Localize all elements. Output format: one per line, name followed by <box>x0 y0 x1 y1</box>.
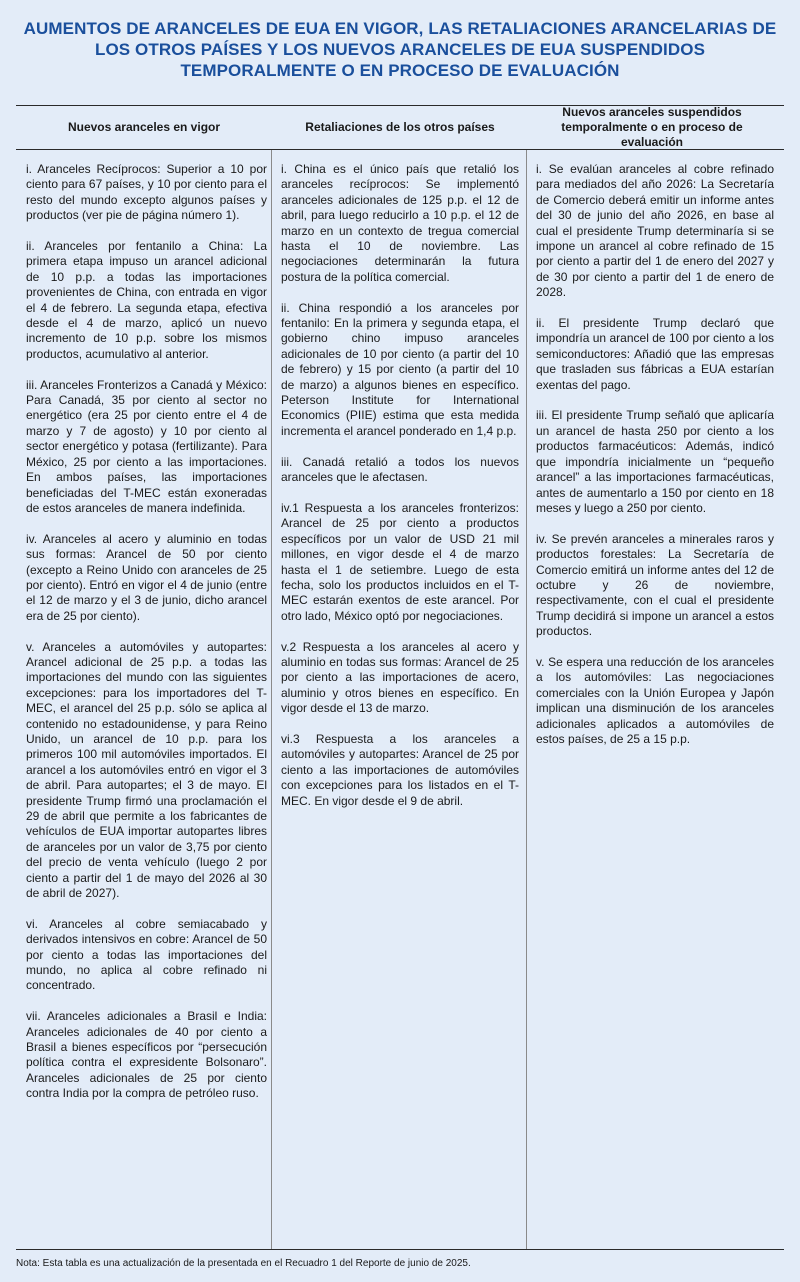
list-item: iv.1 Respuesta a los aranceles fronterizos: Arancel de 25 por ciento a productos específicos por un valor de USD 21 mil millones, en vigor desde el 4 de marzo hasta el 1 de setiembre. Luego de esta fecha, solo los productos incluidos en el T-MEC estarán exentos de este arancel. Por otro lado, México optó por negociaciones. <box>281 500 519 623</box>
column-in-force <box>26 162 267 1117</box>
list-item: i. Se evalúan aranceles al cobre refinado para mediados del año 2026: La Secretaría de Comercio deberá emitir un informe antes del 30 de junio del año 2026, en base al cual el presidente Trump determinaría si se impone un arancel al cobre refinado de 15 por ciento a partir del 1 de enero del 2027 y de 30 por ciento a partir del 1 de enero de 2028. <box>536 162 774 300</box>
column-header-retaliations: Retaliaciones de los otros países <box>305 120 495 134</box>
column-retaliations <box>281 162 519 824</box>
list-item: v.2 Respuesta a los aranceles al acero y aluminio en todas sus formas: Arancel de 25 por ciento a las importaciones de acero, aluminio y otros bienes en específico. En vigor desde el 13 de marzo. <box>281 639 519 716</box>
list-item: iii. Canadá retalió a todos los nuevos aranceles que le afectasen. <box>281 454 519 485</box>
list-item: ii. Aranceles por fentanilo a China: La primera etapa impuso un arancel adicional de 10 p.p. a todas las importaciones provenientes de China, con entrada en vigor el 4 de febrero. La segunda etapa, efectiva desde el 4 de marzo, aplicó un nuevo incremento de 10 p.p. sobre los mismos productos, acumulativo al anterior. <box>26 239 267 361</box>
table-title: AUMENTOS DE ARANCELES DE EUA EN VIGOR, LAS RETALIACIONES ARANCELARIAS DE LOS OTROS PAÍSES Y LOS NUEVOS ARANCELES DE EUA SUSPENDIDOS TEMPORALMENTE O EN PROCESO DE EVALUACIÓN <box>23 19 777 80</box>
column-header-suspended: Nuevos aranceles suspendidos temporalmente o en proceso de evaluación <box>561 105 743 149</box>
list-item: vii. Aranceles adicionales a Brasil e India: Aranceles adicionales de 40 por ciento a Brasil a bienes específicos por “persecución política contra el expresidente Bolsonaro”. Aranceles adicionales de 25 por ciento contra India por la compra de petróleo ruso. <box>26 1009 267 1101</box>
list-item: ii. El presidente Trump declaró que impondría un arancel de 100 por ciento a los semiconductores: Añadió que las empresas que trasladen sus fábricas a EUA estarían exentas del pago. <box>536 316 774 392</box>
list-item: vi. Aranceles al cobre semiacabado y derivados intensivos en cobre: Arancel de 50 por ciento a todas las importaciones del mundo, no aplica al cobre refinado ni concentrado. <box>26 916 267 993</box>
list-item: vi.3 Respuesta a los aranceles a automóviles y autopartes: Arancel de 25 por ciento a las importaciones de automóviles con excepciones para los listados en el T-MEC. En vigor desde el 9 de abril. <box>281 731 519 808</box>
list-item: ii. China respondió a los aranceles por fentanilo: En la primera y segunda etapa, el gobierno chino impuso aranceles adicionales de 10 por ciento (a partir del 10 de febrero) y 15 por ciento (a partir del 10 de marzo) a algunos bienes en específico. Peterson Institute for International Economics (PIIE) estima que esta medida incrementa el arancel ponderado en 1,4 p.p. <box>281 300 519 438</box>
column-divider <box>271 150 272 1249</box>
list-item: iii. El presidente Trump señaló que aplicaría un arancel de hasta 250 por ciento a los productos farmacéuticos: Además, indicó que impondría inicialmente un “pequeño arancel” a las importaciones farmacéuticas, antes de aumentarlo a 150 por ciento en 18 meses y luego a 250 por ciento. <box>536 408 774 515</box>
list-item: v. Se espera una reducción de los aranceles a los automóviles: Las negociaciones comerciales con la Unión Europea y Japón implican una disminución de los aranceles adicionales aplicados a automóviles de estos países, de 25 a 15 p.p. <box>536 654 774 746</box>
bottom-rule <box>16 1249 784 1250</box>
list-item: i. China es el único país que retalió los aranceles recíprocos: Se implementó aranceles adicionales de 125 p.p. el 12 de abril, para luego reducirlo a 10 p.p. el 12 de marzo en un contexto de tregua comercial hasta el 10 de noviembre. Las negociaciones determinarán la futura postura de la política comercial. <box>281 162 519 284</box>
column-divider <box>526 150 527 1249</box>
column-header-in-force: Nuevos aranceles en vigor <box>67 120 221 134</box>
table-note: Nota: Esta tabla es una actualización de la presentada en el Recuadro 1 del Reporte de junio de 2025. <box>16 1258 471 1269</box>
list-item: iii. Aranceles Fronterizos a Canadá y México: Para Canadá, 35 por ciento al sector no energético (era 25 por ciento entre el 4 de marzo y 7 de agosto) y 10 por ciento al sector energético y potasa (fertilizante). Para México, 25 por ciento a las importaciones. En ambos países, las importaciones beneficiadas del T-MEC están exoneradas de estos aranceles de manera indefinida. <box>26 377 267 515</box>
list-item: v. Aranceles a automóviles y autopartes: Arancel adicional de 25 p.p. a todas las importaciones del mundo con las siguientes excepciones: para los importadores del T-MEC, el arancel del 25 p.p. sólo se aplica al contenido no estadounidense, y para Reino Unido, un arancel de 10 p.p. para los primeros 100 mil automóviles importados. El arancel a los automóviles entró en vigor el 3 de abril. Para autopartes; el 3 de mayo. El presidente Trump firmó una proclamación el 29 de abril que permite a los fabricantes de vehículos de EUA importar autopartes libres de aranceles por un valor de 3,75 por ciento del precio de venta vehículo (luego 2 por ciento a partir del 1 de mayo del 2026 al 30 de abril de 2027). <box>26 639 267 901</box>
list-item: iv. Aranceles al acero y aluminio en todas sus formas: Arancel de 50 por ciento (excepto a Reino Unido con aranceles de 25 por ciento). Entró en vigor el 4 de junio (entre el 12 de marzo y el 3 de junio, dicho arancel era de 25 por ciento). <box>26 531 267 623</box>
header-rule <box>16 149 784 150</box>
list-item: i. Aranceles Recíprocos: Superior a 10 por ciento para 67 países, y 10 por ciento para el resto del mundo excepto algunos países y productos (ver pie de página número 1). <box>26 162 267 223</box>
column-suspended <box>536 162 774 763</box>
list-item: iv. Se prevén aranceles a minerales raros y productos forestales: La Secretaría de Comercio emitirá un informe antes del 12 de octubre y 26 de noviembre, respectivamente, con el cual el presidente Trump decidirá si impone un arancel a estos productos. <box>536 531 774 639</box>
